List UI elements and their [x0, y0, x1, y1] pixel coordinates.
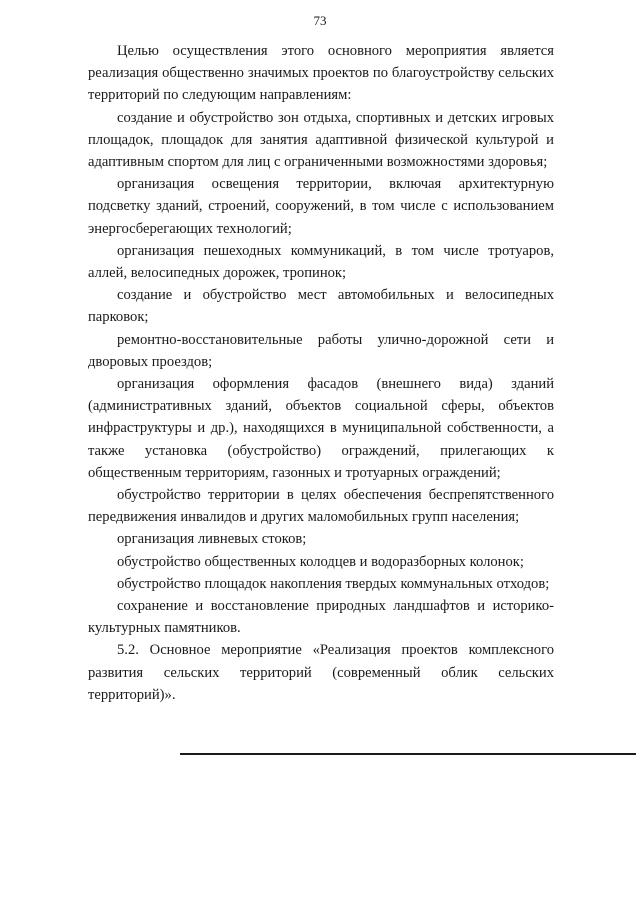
paragraph-item: ремонтно-восстановительные работы улично-дорожной сети и дворовых проездов;: [88, 331, 554, 370]
paragraph-item: обустройство общественных колодцев и водоразборных колонок;: [117, 553, 524, 570]
footer-divider: [180, 753, 636, 755]
paragraph-item: организация пешеходных коммуникаций, в том числе тротуаров, аллей, велосипедных дорожек, тропинок;: [88, 242, 554, 282]
paragraph-item: создание и обустройство зон отдыха, спортивных и детских игровых площадок, площадок для занятия адаптивной физической культурой и адаптивным спортом для лиц с ограниченными возможностями здоровья;: [88, 109, 554, 171]
document-body: [88, 40, 554, 706]
paragraph-item: обустройство территории в целях обеспечения беспрепятственного передвижения инвалидов и других маломобильных групп населения;: [88, 487, 554, 526]
section-heading-5-2: 5.2. Основное мероприятие «Реализация проектов комплексного развития сельских территорий (современный облик сельских территорий)».: [88, 642, 554, 703]
paragraph-item: организация оформления фасадов (внешнего вида) зданий (административных зданий, объектов социальной сферы, объектов инфраструктуры и др.), находящихся в муниципальной собственности, а также установка (обустройство) ограждений, прилегающих к общественным территориям, газонных и тротуарных ограждений;: [88, 376, 554, 481]
paragraph-item: обустройство площадок накопления твердых коммунальных отходов;: [117, 575, 550, 592]
paragraph-item: организация ливневых стоков;: [117, 531, 307, 548]
paragraph-item: создание и обустройство мест автомобильных и велосипедных парковок;: [88, 287, 554, 326]
paragraph-intro: Целью осуществления этого основного мероприятия является реализация общественно значимых проектов по благоустройству сельских территорий по следующим направлениям:: [88, 43, 554, 104]
page-number: 73: [313, 13, 327, 28]
paragraph-item: организация освещения территории, включая архитектурную подсветку зданий, строений, сооружений, в том числе с использованием энергосберегающих технологий;: [88, 176, 554, 237]
paragraph-item: сохранение и восстановление природных ландшафтов и историко-культурных памятников.: [88, 598, 554, 637]
